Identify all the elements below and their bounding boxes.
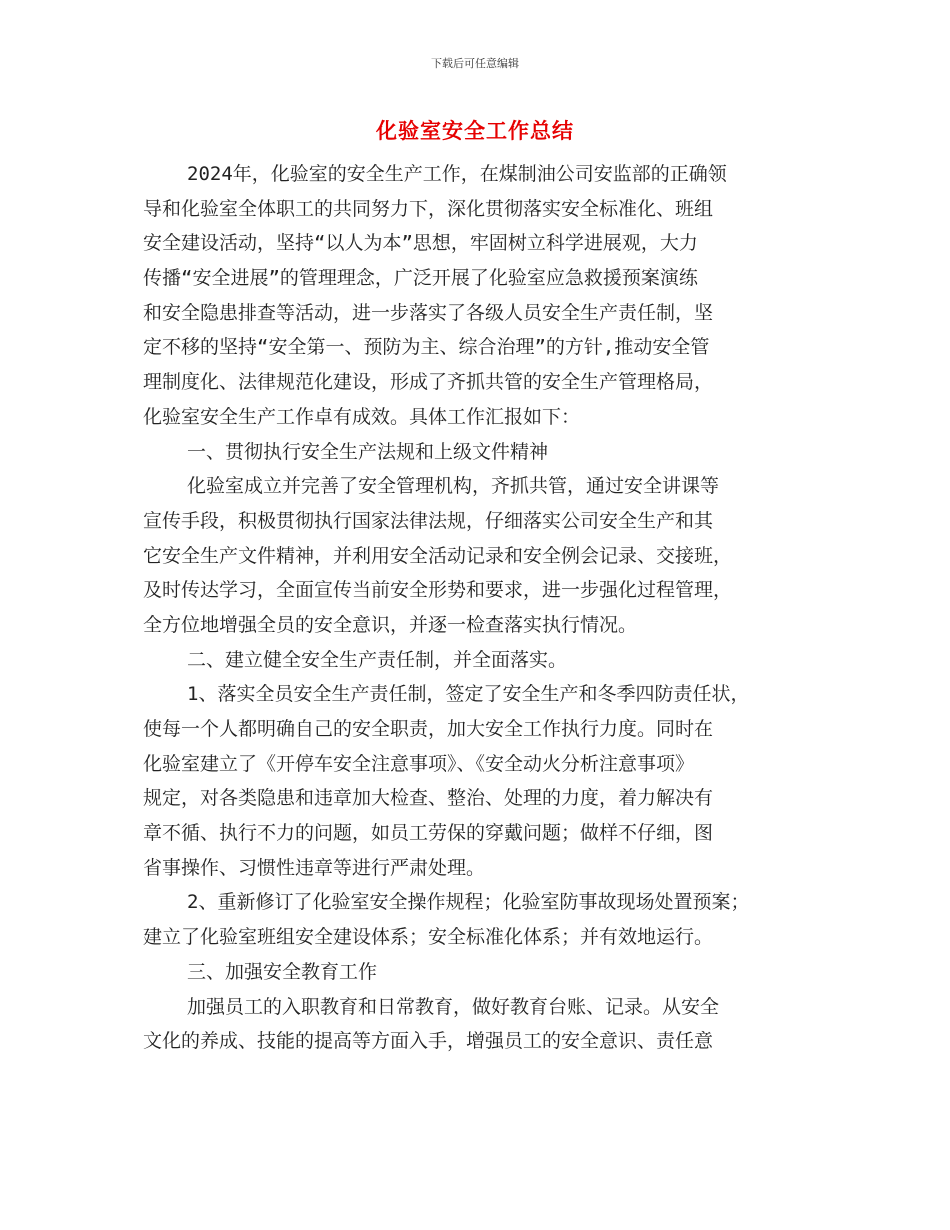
paragraph-line: 传播“安全进展”的管理理念，广泛开展了化验室应急救援预案演练 <box>143 267 698 290</box>
paragraph-line: 1、落实全员安全生产责任制，签定了安全生产和冬季四防责任状， <box>187 683 750 706</box>
section-heading: 一、贯彻执行安全生产法规和上级文件精神 <box>187 440 549 463</box>
paragraph-line: 理制度化、法律规范化建设，形成了齐抓共管的安全生产管理格局， <box>143 371 714 394</box>
paragraph-line: 省事操作、习惯性违章等进行严肃处理。 <box>143 856 486 879</box>
paragraph-line: 它安全生产文件精神，并利用安全活动记录和安全例会记录、交接班， <box>143 544 733 567</box>
section-heading: 三、加强安全教育工作 <box>187 960 378 983</box>
paragraph-line: 全方位地增强全员的安全意识，并逐一检查落实执行情况。 <box>143 613 638 636</box>
paragraph-line: 宣传手段，积极贯彻执行国家法律法规，仔细落实公司安全生产和其 <box>143 509 714 532</box>
paragraph-line: 文化的养成、技能的提高等方面入手，增强员工的安全意识、责任意 <box>143 1030 714 1053</box>
paragraph-line: 定不移的坚持“安全第一、预防为主、综合治理”的方针,推动安全管 <box>143 336 710 359</box>
paragraph-line: 安全建设活动，坚持“以人为本”思想，牢固树立科学进展观，大力 <box>143 232 698 255</box>
section-heading: 二、建立健全安全生产责任制，并全面落实。 <box>187 648 568 671</box>
paragraph-line: 章不循、执行不力的问题，如员工劳保的穿戴问题；做样不仔细，图 <box>143 822 714 845</box>
paragraph-line: 加强员工的入职教育和日常教育，做好教育台账、记录。从安全 <box>187 995 720 1018</box>
paragraph-line: 化验室成立并完善了安全管理机构，齐抓共管，通过安全讲课等 <box>187 475 720 498</box>
document-body <box>143 157 823 1059</box>
paragraph-line: 导和化验室全体职工的共同努力下，深化贯彻落实安全标准化、班组 <box>143 197 714 220</box>
paragraph-line: 2024年，化验室的安全生产工作，在煤制油公司安监部的正确领 <box>187 163 727 185</box>
paragraph-line: 2、重新修订了化验室安全操作规程；化验室防事故现场处置预案； <box>187 891 750 914</box>
paragraph-line: 化验室安全生产工作卓有成效。具体工作汇报如下： <box>143 405 581 428</box>
paragraph-line: 及时传达学习，全面宣传当前安全形势和要求，进一步强化过程管理， <box>143 579 733 602</box>
paragraph-line: 使每一个人都明确自己的安全职责，加大安全工作执行力度。同时在 <box>143 718 714 740</box>
paragraph-line: 规定，对各类隐患和违章加大检查、整治、处理的力度，着力解决有 <box>143 787 714 810</box>
paragraph-line: 建立了化验室班组安全建设体系；安全标准化体系；并有效地运行。 <box>143 926 714 949</box>
paragraph-line: 化验室建立了《开停车安全注意事项》、《安全动火分析注意事项》 <box>143 752 695 775</box>
header-note: 下载后可任意编辑 <box>431 57 519 70</box>
paragraph-line: 和安全隐患排查等活动，进一步落实了各级人员安全生产责任制，坚 <box>143 301 714 324</box>
document-title: 化验室安全工作总结 <box>376 119 574 143</box>
